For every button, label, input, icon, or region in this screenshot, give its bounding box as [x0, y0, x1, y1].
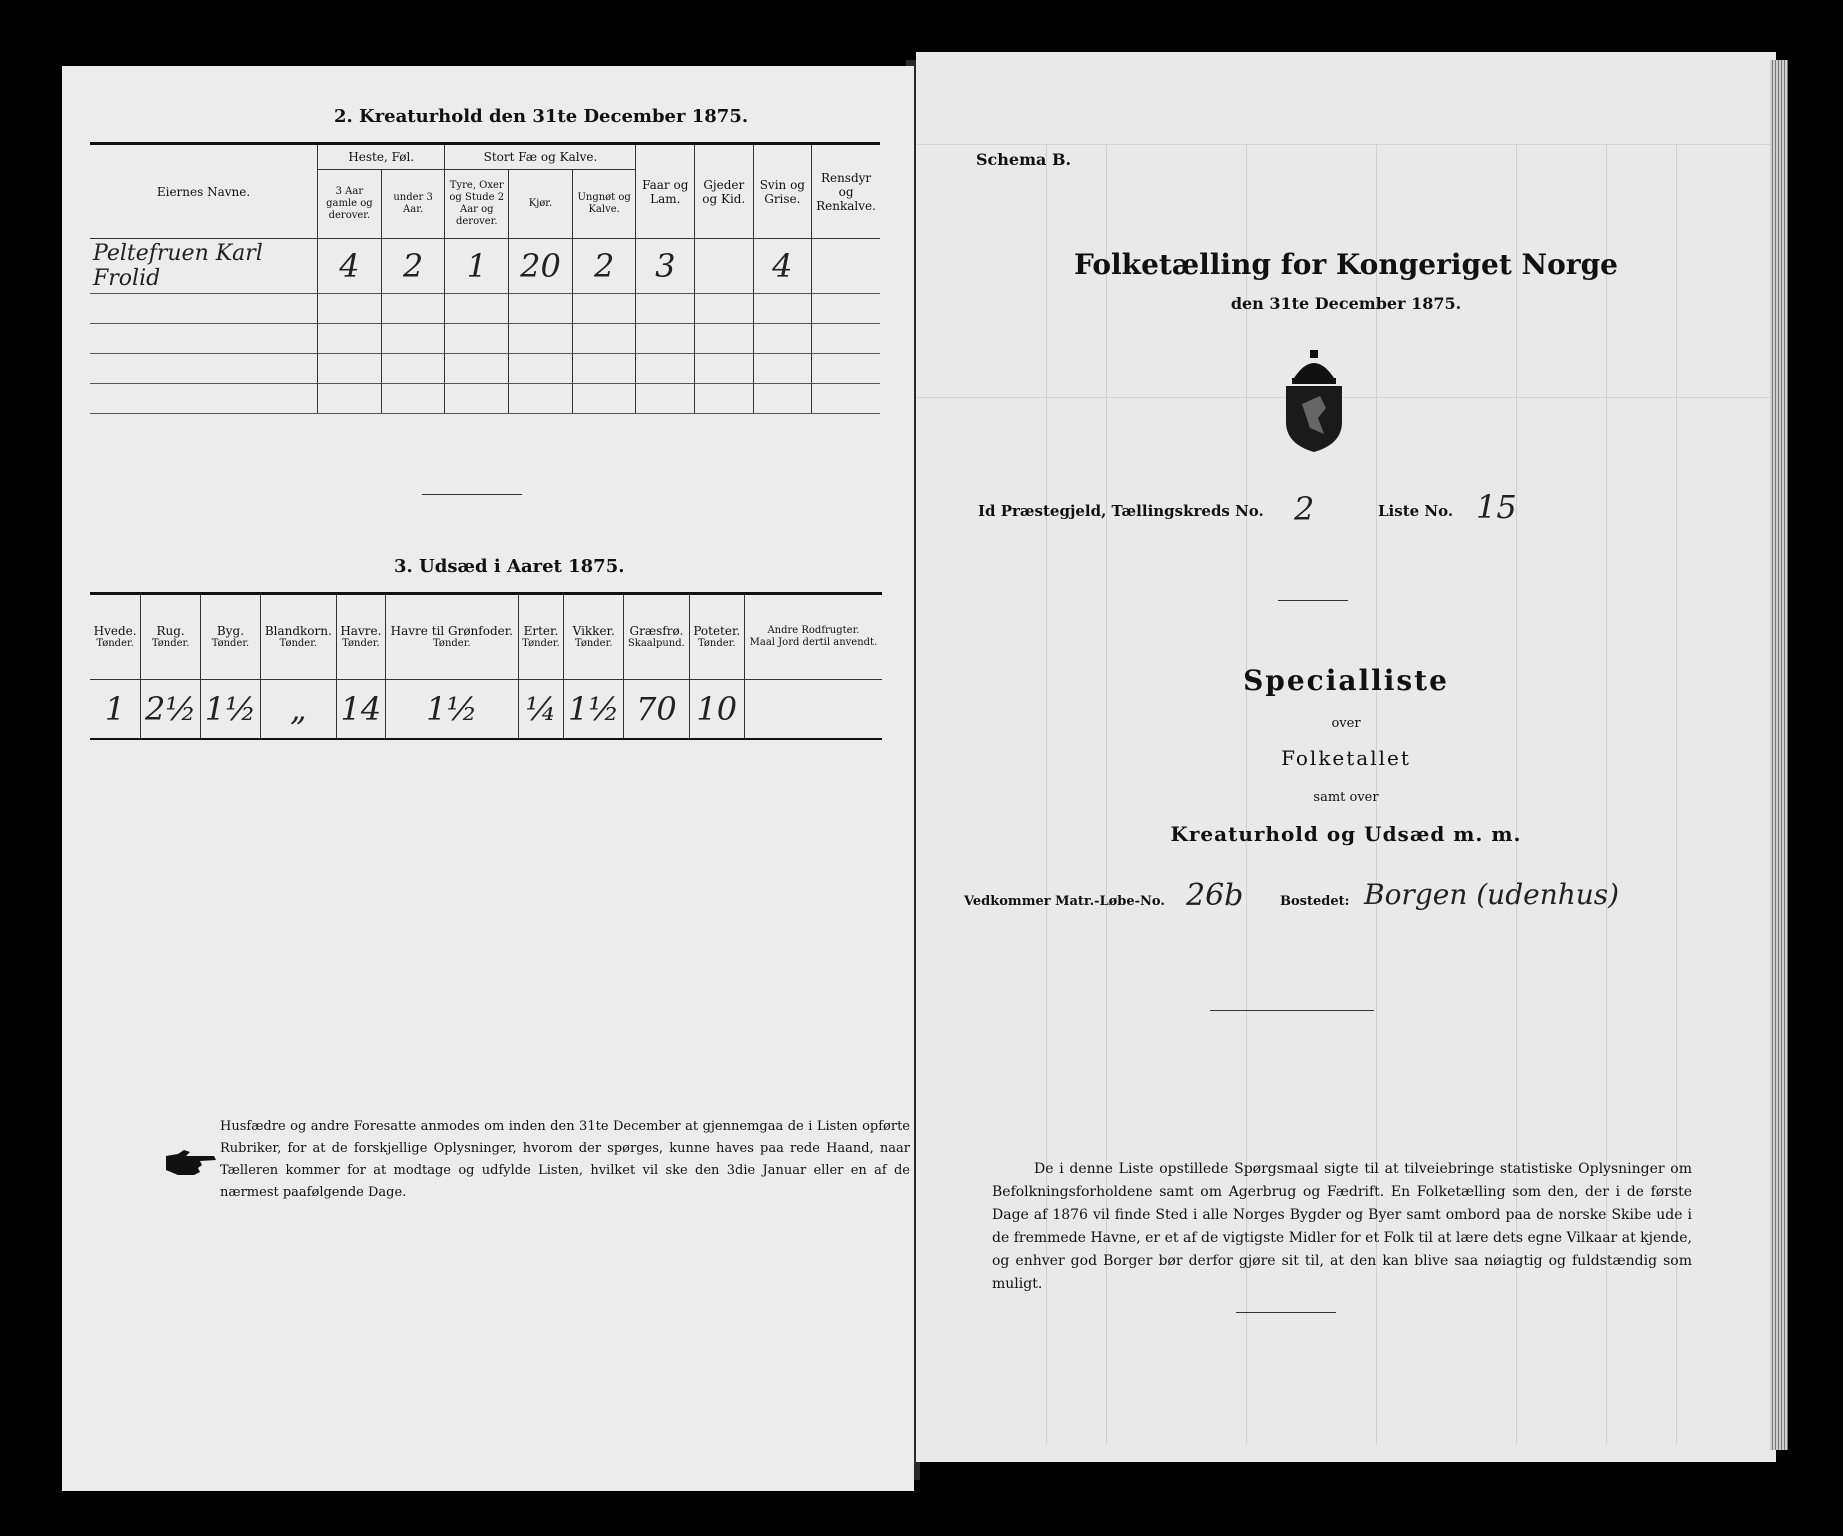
- page-stack-edge: [1770, 60, 1788, 1450]
- seed-header-hvede: Hvede. Tønder.: [90, 594, 141, 680]
- livestock-title: 2. Kreaturhold den 31te December 1875.: [334, 106, 749, 127]
- seed-table: [90, 592, 882, 740]
- seed-value-havre: 14: [336, 679, 385, 739]
- reindeer-cell: [812, 239, 880, 294]
- seed-header-vikker: Vikker. Tønder.: [564, 594, 624, 680]
- table-row: [90, 239, 880, 294]
- notice-text: Husfædre og andre Foresatte anmodes om inden den 31te December at gjennemgaa de i Listen opførte Rubriker, for at de forskjellige Oplysninger, hvorom der spørges, kunne haves paa rede Haand, naar Tælleren kommer for at modtage og udfylde Listen, hvilket vil ske den 3die Januar eller en af de nærmest paafølgende Dage.: [220, 1119, 910, 1200]
- table-row: [90, 679, 882, 739]
- parish-label: Id Præstegjeld, Tællingskreds No.: [978, 502, 1264, 520]
- matr-number: 26b: [1186, 878, 1244, 913]
- horses-header: Heste, Føl.: [318, 144, 445, 170]
- seed-header-erter: Erter. Tønder.: [518, 594, 564, 680]
- coat-of-arms-icon: [1280, 348, 1348, 454]
- seed-header-byg: Byg. Tønder.: [201, 594, 261, 680]
- seed-header-rug: Rug. Tønder.: [141, 594, 201, 680]
- seed-value-byg: 1½: [201, 679, 261, 739]
- divider: [1278, 600, 1348, 601]
- seed-header-havre: Havre. Tønder.: [336, 594, 385, 680]
- list-label: Liste No.: [1378, 502, 1454, 520]
- reindeer-header: Rensdyr og Renkalve.: [812, 144, 880, 239]
- seed-value-hvede: 1: [90, 679, 141, 739]
- pigs-header: Svin og Grise.: [753, 144, 812, 239]
- bosted-value: Borgen (udenhus): [1364, 878, 1620, 911]
- pigs-cell: 4: [753, 239, 812, 294]
- sheep-header: Faar og Lam.: [636, 144, 695, 239]
- samt-over-label: samt over: [1313, 790, 1379, 805]
- bulls-header: Tyre, Oxer og Stude 2 Aar og derover.: [445, 170, 509, 239]
- horses-under3-header: under 3 Aar.: [381, 170, 445, 239]
- table-row: [90, 354, 880, 384]
- folketallet-label: Folketallet: [1281, 746, 1411, 770]
- livestock-seed-title: Kreaturhold og Udsæd m. m.: [1170, 822, 1522, 846]
- explanation-text: De i denne Liste opstillede Spørgsmaal sigte til at tilveiebringe statistiske Oplysninger om Befolkningsforholdene samt om Agerbrug og Fædrift. En Folketælling som den, der i de første Dage af 1876 vil finde Sted i alle Norges Bygder og Byer samt ombord paa de norske Skibe ude i de fremmede Havne, er et af de vigtigste Midler for et Folk til at lære dets egne Vilkaar at kjende, og enhver god Borger bør derfor gjøre sit til, at den kan blive saa nøiagtig og fuldstændig som muligt.: [992, 1161, 1692, 1292]
- sheep-cell: 3: [636, 239, 695, 294]
- special-list-title: Specialliste: [1243, 664, 1449, 697]
- horses-3plus-cell: 4: [318, 239, 382, 294]
- table-row: [90, 384, 880, 414]
- horses-under3-cell: 2: [381, 239, 445, 294]
- table-row: [90, 294, 880, 324]
- seed-header-poteter: Poteter. Tønder.: [689, 594, 744, 680]
- bulls-cell: 1: [445, 239, 509, 294]
- seed-header-andre: Andre Rodfrugter. Maal Jord dertil anvendt.: [744, 594, 882, 680]
- list-number: 15: [1476, 488, 1517, 526]
- pointing-hand-icon: [164, 1148, 218, 1178]
- table-row: [90, 324, 880, 354]
- seed-header-blandkorn: Blandkorn. Tønder.: [260, 594, 336, 680]
- divider: [1210, 1010, 1374, 1011]
- census-subtitle: den 31te December 1875.: [1230, 294, 1462, 313]
- cattle-header: Stort Fæ og Kalve.: [445, 144, 636, 170]
- seed-value-rug: 2½: [141, 679, 201, 739]
- seed-value-havre-gronfoder: 1½: [386, 679, 519, 739]
- district-number: 2: [1294, 490, 1315, 528]
- seed-value-blandkorn: „: [260, 679, 336, 739]
- goats-cell: [695, 239, 754, 294]
- goats-header: Gjeder og Kid.: [695, 144, 754, 239]
- census-title: Folketælling for Kongeriget Norge: [1074, 248, 1618, 281]
- over-label: over: [1331, 716, 1361, 731]
- seed-header-graesfro: Græsfrø. Skaalpund.: [624, 594, 690, 680]
- seed-value-graesfro: 70: [624, 679, 690, 739]
- seed-header-havre-gronfoder: Havre til Grønfoder. Tønder.: [386, 594, 519, 680]
- young-cattle-cell: 2: [572, 239, 636, 294]
- bosted-label: Bostedet:: [1280, 894, 1350, 909]
- owner-header: Eiernes Navne.: [90, 144, 318, 239]
- left-page: [62, 66, 914, 1491]
- seed-value-erter: ¼: [518, 679, 564, 739]
- cows-cell: 20: [509, 239, 573, 294]
- divider: [1236, 1312, 1336, 1313]
- horses-3plus-header: 3 Aar gamle og derover.: [318, 170, 382, 239]
- cows-header: Kjør.: [509, 170, 573, 239]
- livestock-table: [90, 142, 880, 414]
- seed-value-vikker: 1½: [564, 679, 624, 739]
- young-cattle-header: Ungnøt og Kalve.: [572, 170, 636, 239]
- seed-title: 3. Udsæd i Aaret 1875.: [394, 556, 625, 577]
- matr-label: Vedkommer Matr.-Løbe-No.: [964, 894, 1165, 909]
- right-page: [916, 52, 1776, 1462]
- seed-value-andre: [744, 679, 882, 739]
- owner-cell: Peltefruen Karl Frolid: [90, 239, 318, 294]
- divider: [422, 494, 522, 495]
- seed-value-poteter: 10: [689, 679, 744, 739]
- schema-label: Schema B.: [976, 150, 1072, 169]
